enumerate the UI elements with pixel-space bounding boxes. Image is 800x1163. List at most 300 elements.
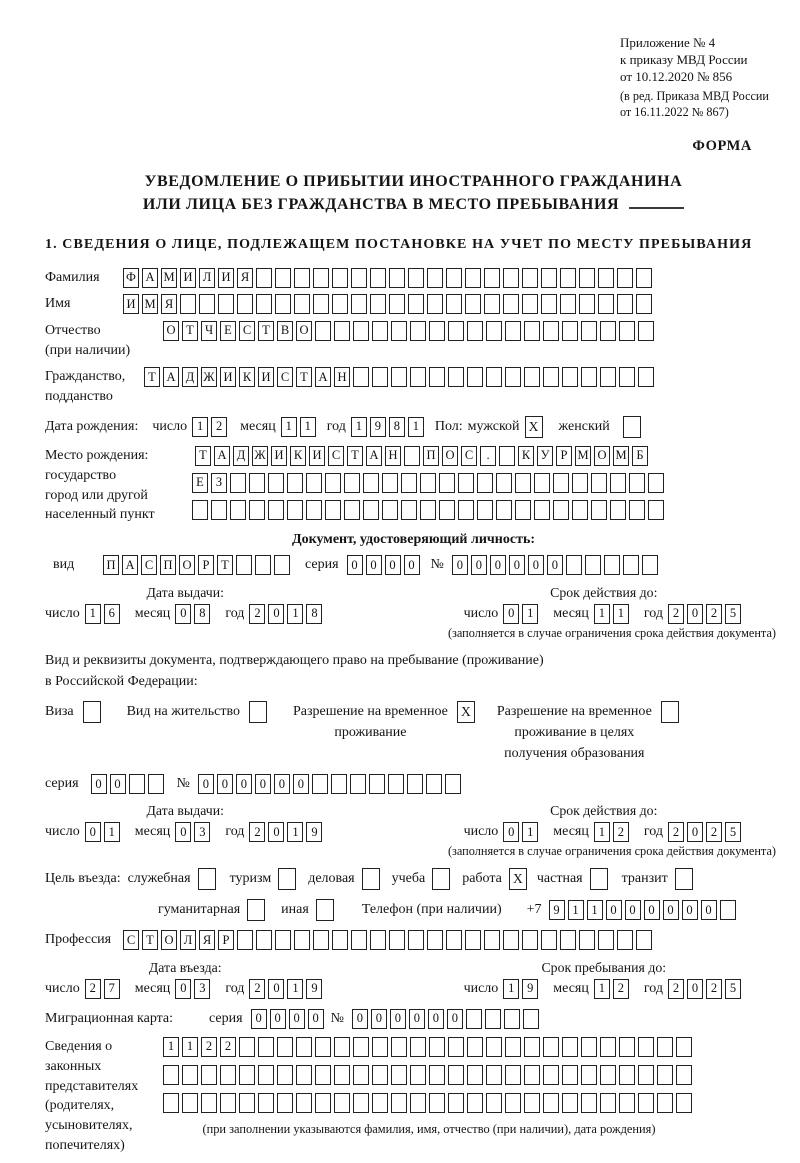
- char-cell[interactable]: 0: [701, 900, 717, 920]
- char-cell[interactable]: Я: [237, 268, 253, 288]
- char-cell[interactable]: [230, 500, 246, 520]
- char-cell[interactable]: [408, 294, 424, 314]
- char-cell[interactable]: [182, 1093, 198, 1113]
- char-cell[interactable]: [504, 1009, 520, 1029]
- char-cell[interactable]: [448, 367, 464, 387]
- char-cell[interactable]: [600, 1065, 616, 1085]
- char-cell[interactable]: [600, 1037, 616, 1057]
- char-cell[interactable]: Р: [556, 446, 572, 466]
- char-cell[interactable]: 0: [490, 555, 506, 575]
- char-cell[interactable]: [467, 1037, 483, 1057]
- char-cell[interactable]: А: [142, 268, 158, 288]
- char-cell[interactable]: [572, 473, 588, 493]
- char-cell[interactable]: 2: [249, 979, 265, 999]
- char-cell[interactable]: [466, 1009, 482, 1029]
- char-cell[interactable]: 9: [306, 822, 322, 842]
- char-cell[interactable]: 2: [668, 604, 684, 624]
- char-cell[interactable]: [534, 500, 550, 520]
- char-cell[interactable]: [604, 555, 620, 575]
- char-cell[interactable]: [334, 1093, 350, 1113]
- char-cell[interactable]: 2: [249, 604, 265, 624]
- char-cell[interactable]: 0: [682, 900, 698, 920]
- char-cell[interactable]: 1: [287, 979, 303, 999]
- char-cell[interactable]: 8: [306, 604, 322, 624]
- char-cell[interactable]: [581, 1037, 597, 1057]
- char-cell[interactable]: [638, 1093, 654, 1113]
- char-cell[interactable]: [274, 555, 290, 575]
- char-cell[interactable]: 2: [220, 1037, 236, 1057]
- char-cell[interactable]: 0: [236, 774, 252, 794]
- char-cell[interactable]: С: [461, 446, 477, 466]
- char-cell[interactable]: Ж: [252, 446, 268, 466]
- char-cell[interactable]: 2: [613, 979, 629, 999]
- char-cell[interactable]: [427, 930, 443, 950]
- char-cell[interactable]: С: [123, 930, 139, 950]
- char-cell[interactable]: И: [271, 446, 287, 466]
- char-cell[interactable]: [642, 555, 658, 575]
- char-cell[interactable]: 0: [409, 1009, 425, 1029]
- char-cell[interactable]: 1: [287, 822, 303, 842]
- char-cell[interactable]: [332, 268, 348, 288]
- char-cell[interactable]: [372, 321, 388, 341]
- purpose-other-checkbox[interactable]: [316, 899, 334, 921]
- char-cell[interactable]: М: [161, 268, 177, 288]
- char-cell[interactable]: 0: [371, 1009, 387, 1029]
- char-cell[interactable]: [638, 367, 654, 387]
- char-cell[interactable]: С: [277, 367, 293, 387]
- char-cell[interactable]: [220, 1093, 236, 1113]
- char-cell[interactable]: [408, 268, 424, 288]
- char-cell[interactable]: Т: [195, 446, 211, 466]
- char-cell[interactable]: 1: [594, 822, 610, 842]
- char-cell[interactable]: 1: [594, 604, 610, 624]
- char-cell[interactable]: В: [277, 321, 293, 341]
- char-cell[interactable]: О: [179, 555, 195, 575]
- char-cell[interactable]: 0: [85, 822, 101, 842]
- char-cell[interactable]: [496, 500, 512, 520]
- char-cell[interactable]: 2: [668, 979, 684, 999]
- char-cell[interactable]: [401, 473, 417, 493]
- char-cell[interactable]: [465, 930, 481, 950]
- char-cell[interactable]: [579, 930, 595, 950]
- char-cell[interactable]: 0: [528, 555, 544, 575]
- char-cell[interactable]: [129, 774, 145, 794]
- char-cell[interactable]: 0: [268, 604, 284, 624]
- char-cell[interactable]: [351, 268, 367, 288]
- char-cell[interactable]: П: [423, 446, 439, 466]
- char-cell[interactable]: Т: [296, 367, 312, 387]
- char-cell[interactable]: [268, 500, 284, 520]
- char-cell[interactable]: 0: [687, 822, 703, 842]
- char-cell[interactable]: Т: [182, 321, 198, 341]
- char-cell[interactable]: [541, 930, 557, 950]
- char-cell[interactable]: 5: [725, 979, 741, 999]
- char-cell[interactable]: [636, 930, 652, 950]
- char-cell[interactable]: И: [180, 268, 196, 288]
- char-cell[interactable]: [648, 473, 664, 493]
- char-cell[interactable]: 9: [306, 979, 322, 999]
- char-cell[interactable]: [353, 1037, 369, 1057]
- char-cell[interactable]: 0: [268, 979, 284, 999]
- char-cell[interactable]: [391, 321, 407, 341]
- char-cell[interactable]: [344, 500, 360, 520]
- char-cell[interactable]: [467, 1065, 483, 1085]
- char-cell[interactable]: [720, 900, 736, 920]
- char-cell[interactable]: О: [296, 321, 312, 341]
- char-cell[interactable]: [391, 367, 407, 387]
- char-cell[interactable]: 2: [706, 822, 722, 842]
- char-cell[interactable]: 0: [308, 1009, 324, 1029]
- char-cell[interactable]: 0: [255, 774, 271, 794]
- char-cell[interactable]: [499, 446, 515, 466]
- char-cell[interactable]: 0: [687, 604, 703, 624]
- char-cell[interactable]: [522, 930, 538, 950]
- char-cell[interactable]: 0: [347, 555, 363, 575]
- char-cell[interactable]: [382, 473, 398, 493]
- char-cell[interactable]: [427, 294, 443, 314]
- char-cell[interactable]: [296, 1093, 312, 1113]
- char-cell[interactable]: Ж: [201, 367, 217, 387]
- sex-female-checkbox[interactable]: [623, 416, 641, 438]
- char-cell[interactable]: [486, 1093, 502, 1113]
- char-cell[interactable]: [467, 321, 483, 341]
- char-cell[interactable]: [465, 294, 481, 314]
- char-cell[interactable]: 1: [408, 417, 424, 437]
- char-cell[interactable]: [239, 1065, 255, 1085]
- char-cell[interactable]: [315, 1037, 331, 1057]
- char-cell[interactable]: [277, 1093, 293, 1113]
- char-cell[interactable]: [408, 930, 424, 950]
- char-cell[interactable]: И: [309, 446, 325, 466]
- char-cell[interactable]: [353, 321, 369, 341]
- char-cell[interactable]: [515, 500, 531, 520]
- char-cell[interactable]: [648, 500, 664, 520]
- char-cell[interactable]: [448, 1093, 464, 1113]
- char-cell[interactable]: [503, 268, 519, 288]
- char-cell[interactable]: Т: [258, 321, 274, 341]
- char-cell[interactable]: [275, 930, 291, 950]
- purpose-work-checkbox[interactable]: X: [509, 868, 527, 890]
- char-cell[interactable]: О: [161, 930, 177, 950]
- char-cell[interactable]: [427, 268, 443, 288]
- char-cell[interactable]: Н: [334, 367, 350, 387]
- char-cell[interactable]: 0: [217, 774, 233, 794]
- char-cell[interactable]: [287, 500, 303, 520]
- char-cell[interactable]: Я: [199, 930, 215, 950]
- char-cell[interactable]: Т: [142, 930, 158, 950]
- char-cell[interactable]: [619, 321, 635, 341]
- char-cell[interactable]: 0: [644, 900, 660, 920]
- char-cell[interactable]: 2: [211, 417, 227, 437]
- char-cell[interactable]: [277, 1065, 293, 1085]
- char-cell[interactable]: [581, 321, 597, 341]
- char-cell[interactable]: [315, 1065, 331, 1085]
- char-cell[interactable]: [496, 473, 512, 493]
- purpose-official-checkbox[interactable]: [198, 868, 216, 890]
- char-cell[interactable]: 0: [663, 900, 679, 920]
- char-cell[interactable]: [543, 321, 559, 341]
- char-cell[interactable]: [543, 1093, 559, 1113]
- char-cell[interactable]: [370, 268, 386, 288]
- char-cell[interactable]: [236, 555, 252, 575]
- char-cell[interactable]: [446, 294, 462, 314]
- char-cell[interactable]: И: [220, 367, 236, 387]
- char-cell[interactable]: [439, 500, 455, 520]
- char-cell[interactable]: [256, 294, 272, 314]
- char-cell[interactable]: Д: [182, 367, 198, 387]
- char-cell[interactable]: А: [214, 446, 230, 466]
- char-cell[interactable]: [429, 1065, 445, 1085]
- char-cell[interactable]: [249, 473, 265, 493]
- char-cell[interactable]: [277, 1037, 293, 1057]
- char-cell[interactable]: [363, 473, 379, 493]
- char-cell[interactable]: 0: [385, 555, 401, 575]
- char-cell[interactable]: [315, 1093, 331, 1113]
- char-cell[interactable]: 0: [251, 1009, 267, 1029]
- char-cell[interactable]: З: [211, 473, 227, 493]
- char-cell[interactable]: Ч: [201, 321, 217, 341]
- char-cell[interactable]: [306, 473, 322, 493]
- char-cell[interactable]: [388, 774, 404, 794]
- char-cell[interactable]: [410, 1093, 426, 1113]
- char-cell[interactable]: [503, 294, 519, 314]
- char-cell[interactable]: [562, 1065, 578, 1085]
- char-cell[interactable]: [560, 930, 576, 950]
- char-cell[interactable]: [638, 321, 654, 341]
- char-cell[interactable]: 0: [547, 555, 563, 575]
- char-cell[interactable]: [448, 321, 464, 341]
- char-cell[interactable]: [372, 1065, 388, 1085]
- char-cell[interactable]: 5: [725, 604, 741, 624]
- char-cell[interactable]: М: [575, 446, 591, 466]
- char-cell[interactable]: [237, 294, 253, 314]
- char-cell[interactable]: Р: [218, 930, 234, 950]
- char-cell[interactable]: [239, 1037, 255, 1057]
- char-cell[interactable]: Л: [180, 930, 196, 950]
- char-cell[interactable]: [591, 473, 607, 493]
- char-cell[interactable]: 0: [366, 555, 382, 575]
- char-cell[interactable]: 0: [625, 900, 641, 920]
- char-cell[interactable]: [249, 500, 265, 520]
- char-cell[interactable]: Б: [632, 446, 648, 466]
- char-cell[interactable]: [458, 473, 474, 493]
- char-cell[interactable]: 0: [428, 1009, 444, 1029]
- char-cell[interactable]: М: [142, 294, 158, 314]
- char-cell[interactable]: У: [537, 446, 553, 466]
- char-cell[interactable]: [560, 294, 576, 314]
- char-cell[interactable]: [391, 1093, 407, 1113]
- char-cell[interactable]: [372, 1037, 388, 1057]
- char-cell[interactable]: [610, 500, 626, 520]
- char-cell[interactable]: [404, 446, 420, 466]
- char-cell[interactable]: [524, 1037, 540, 1057]
- char-cell[interactable]: [294, 294, 310, 314]
- char-cell[interactable]: 5: [725, 822, 741, 842]
- char-cell[interactable]: 1: [587, 900, 603, 920]
- option-temp-residence-education-checkbox[interactable]: [661, 701, 679, 723]
- char-cell[interactable]: [353, 367, 369, 387]
- char-cell[interactable]: 0: [175, 604, 191, 624]
- char-cell[interactable]: 9: [522, 979, 538, 999]
- char-cell[interactable]: [182, 1065, 198, 1085]
- char-cell[interactable]: [610, 473, 626, 493]
- purpose-study-checkbox[interactable]: [432, 868, 450, 890]
- char-cell[interactable]: [477, 473, 493, 493]
- char-cell[interactable]: [199, 294, 215, 314]
- char-cell[interactable]: 1: [85, 604, 101, 624]
- char-cell[interactable]: Е: [220, 321, 236, 341]
- char-cell[interactable]: [211, 500, 227, 520]
- char-cell[interactable]: [351, 294, 367, 314]
- char-cell[interactable]: [636, 268, 652, 288]
- char-cell[interactable]: [581, 367, 597, 387]
- char-cell[interactable]: А: [315, 367, 331, 387]
- char-cell[interactable]: [572, 500, 588, 520]
- char-cell[interactable]: [562, 1093, 578, 1113]
- char-cell[interactable]: 0: [110, 774, 126, 794]
- char-cell[interactable]: [505, 367, 521, 387]
- char-cell[interactable]: [148, 774, 164, 794]
- char-cell[interactable]: [220, 1065, 236, 1085]
- char-cell[interactable]: [484, 294, 500, 314]
- char-cell[interactable]: [638, 1065, 654, 1085]
- char-cell[interactable]: [629, 473, 645, 493]
- char-cell[interactable]: [477, 500, 493, 520]
- char-cell[interactable]: [344, 473, 360, 493]
- char-cell[interactable]: [332, 930, 348, 950]
- char-cell[interactable]: [505, 1065, 521, 1085]
- char-cell[interactable]: 2: [706, 979, 722, 999]
- char-cell[interactable]: 0: [268, 822, 284, 842]
- sex-male-checkbox[interactable]: X: [525, 416, 543, 438]
- char-cell[interactable]: [617, 294, 633, 314]
- char-cell[interactable]: [657, 1093, 673, 1113]
- char-cell[interactable]: К: [290, 446, 306, 466]
- char-cell[interactable]: К: [518, 446, 534, 466]
- char-cell[interactable]: [382, 500, 398, 520]
- char-cell[interactable]: 0: [471, 555, 487, 575]
- char-cell[interactable]: [617, 930, 633, 950]
- char-cell[interactable]: [562, 1037, 578, 1057]
- char-cell[interactable]: Т: [347, 446, 363, 466]
- char-cell[interactable]: 1: [287, 604, 303, 624]
- char-cell[interactable]: 1: [613, 604, 629, 624]
- char-cell[interactable]: [619, 367, 635, 387]
- char-cell[interactable]: [180, 294, 196, 314]
- char-cell[interactable]: П: [103, 555, 119, 575]
- char-cell[interactable]: [420, 500, 436, 520]
- char-cell[interactable]: [619, 1037, 635, 1057]
- char-cell[interactable]: [325, 473, 341, 493]
- char-cell[interactable]: 1: [503, 979, 519, 999]
- char-cell[interactable]: Т: [144, 367, 160, 387]
- char-cell[interactable]: 1: [281, 417, 297, 437]
- char-cell[interactable]: [163, 1093, 179, 1113]
- char-cell[interactable]: 1: [192, 417, 208, 437]
- char-cell[interactable]: 0: [270, 1009, 286, 1029]
- char-cell[interactable]: [579, 294, 595, 314]
- char-cell[interactable]: [201, 1093, 217, 1113]
- char-cell[interactable]: 1: [163, 1037, 179, 1057]
- char-cell[interactable]: [600, 1093, 616, 1113]
- char-cell[interactable]: [522, 268, 538, 288]
- char-cell[interactable]: 0: [390, 1009, 406, 1029]
- char-cell[interactable]: 1: [351, 417, 367, 437]
- char-cell[interactable]: О: [594, 446, 610, 466]
- char-cell[interactable]: 0: [293, 774, 309, 794]
- char-cell[interactable]: 6: [104, 604, 120, 624]
- char-cell[interactable]: 0: [274, 774, 290, 794]
- char-cell[interactable]: [629, 500, 645, 520]
- char-cell[interactable]: А: [163, 367, 179, 387]
- char-cell[interactable]: Т: [217, 555, 233, 575]
- char-cell[interactable]: [258, 1037, 274, 1057]
- char-cell[interactable]: [541, 294, 557, 314]
- char-cell[interactable]: [218, 294, 234, 314]
- char-cell[interactable]: [543, 1065, 559, 1085]
- char-cell[interactable]: [523, 1009, 539, 1029]
- char-cell[interactable]: С: [239, 321, 255, 341]
- char-cell[interactable]: [325, 500, 341, 520]
- char-cell[interactable]: [426, 774, 442, 794]
- char-cell[interactable]: [294, 930, 310, 950]
- char-cell[interactable]: К: [239, 367, 255, 387]
- char-cell[interactable]: [331, 774, 347, 794]
- char-cell[interactable]: С: [141, 555, 157, 575]
- char-cell[interactable]: [312, 774, 328, 794]
- char-cell[interactable]: [429, 321, 445, 341]
- purpose-private-checkbox[interactable]: [590, 868, 608, 890]
- char-cell[interactable]: [410, 321, 426, 341]
- char-cell[interactable]: [389, 930, 405, 950]
- char-cell[interactable]: [636, 294, 652, 314]
- char-cell[interactable]: [410, 367, 426, 387]
- char-cell[interactable]: [543, 367, 559, 387]
- char-cell[interactable]: Е: [192, 473, 208, 493]
- char-cell[interactable]: [505, 321, 521, 341]
- char-cell[interactable]: [239, 1093, 255, 1113]
- char-cell[interactable]: 0: [175, 822, 191, 842]
- char-cell[interactable]: [407, 774, 423, 794]
- char-cell[interactable]: 3: [194, 979, 210, 999]
- char-cell[interactable]: [600, 367, 616, 387]
- char-cell[interactable]: И: [123, 294, 139, 314]
- char-cell[interactable]: [275, 268, 291, 288]
- char-cell[interactable]: С: [328, 446, 344, 466]
- char-cell[interactable]: [486, 321, 502, 341]
- char-cell[interactable]: [486, 1065, 502, 1085]
- char-cell[interactable]: [429, 1037, 445, 1057]
- char-cell[interactable]: [579, 268, 595, 288]
- char-cell[interactable]: [524, 321, 540, 341]
- char-cell[interactable]: [623, 555, 639, 575]
- char-cell[interactable]: [401, 500, 417, 520]
- char-cell[interactable]: [486, 1037, 502, 1057]
- char-cell[interactable]: [445, 774, 461, 794]
- char-cell[interactable]: 2: [249, 822, 265, 842]
- char-cell[interactable]: 0: [687, 979, 703, 999]
- char-cell[interactable]: [553, 473, 569, 493]
- char-cell[interactable]: [657, 1037, 673, 1057]
- char-cell[interactable]: [585, 555, 601, 575]
- purpose-business-checkbox[interactable]: [362, 868, 380, 890]
- char-cell[interactable]: [306, 500, 322, 520]
- char-cell[interactable]: [429, 1093, 445, 1113]
- char-cell[interactable]: [370, 294, 386, 314]
- char-cell[interactable]: И: [258, 367, 274, 387]
- char-cell[interactable]: [391, 1037, 407, 1057]
- char-cell[interactable]: М: [613, 446, 629, 466]
